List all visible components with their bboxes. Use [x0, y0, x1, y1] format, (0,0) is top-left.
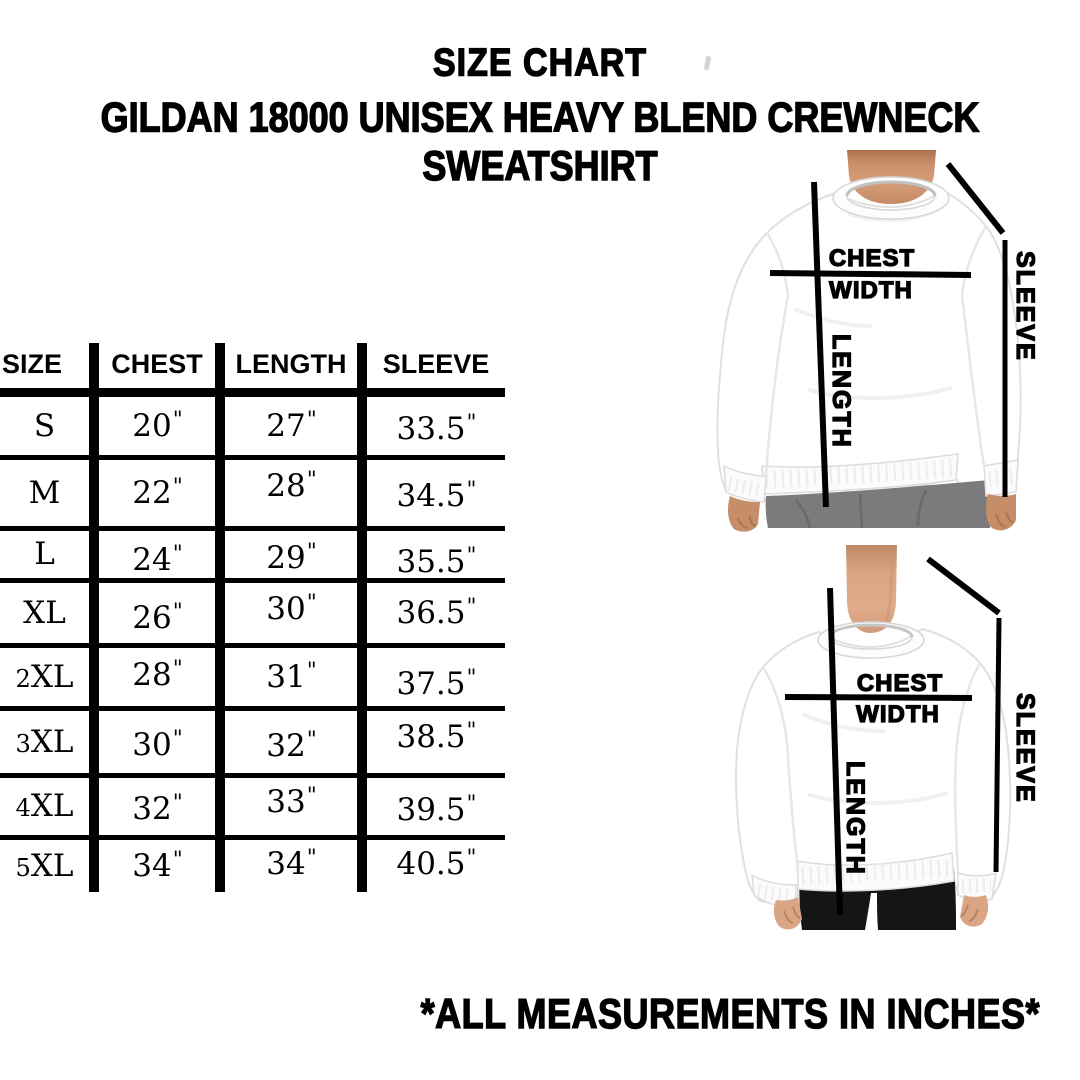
chest-cell: 20": [94, 392, 220, 457]
chest-width-line: [770, 273, 971, 275]
right-cuff: [984, 460, 1018, 496]
length-cell: 27": [220, 392, 362, 457]
sleeve-cell: 37.5": [362, 645, 505, 708]
chest-cell: 30": [94, 708, 220, 775]
column-header-sleeve: SLEEVE: [362, 343, 505, 392]
length-cell: 28": [220, 457, 362, 528]
sweatshirt-body: [717, 191, 1020, 500]
length-cell: 30": [220, 580, 362, 645]
sleeve-line: [996, 618, 999, 872]
column-header-chest: CHEST: [94, 343, 220, 392]
size-table: [0, 343, 505, 892]
table-row: [0, 580, 505, 645]
product-title: GILDAN 18000 UNISEX HEAVY BLEND CREWNECK SWEATSHIRT: [100, 93, 980, 190]
size-cell: S: [0, 392, 94, 457]
chest-cell: 32": [94, 775, 220, 837]
length-cell: 32": [220, 708, 362, 775]
length-cell: 29": [220, 528, 362, 580]
chest-width-line: [785, 697, 972, 698]
chest-cell: 26": [94, 580, 220, 645]
sleeve-cell: 35.5": [362, 528, 505, 580]
table-row: [0, 392, 505, 457]
table-row: [0, 528, 505, 580]
size-cell: M: [0, 457, 94, 528]
chest-cell: 24": [94, 528, 220, 580]
size-cell: XL: [0, 580, 94, 645]
male-model-illustration: [717, 150, 1020, 532]
sleeve-cell: 38.5": [362, 708, 505, 775]
size-table-head-row: [0, 343, 505, 392]
photo-male-model-front: [700, 150, 1080, 535]
column-header-size: SIZE: [0, 343, 94, 392]
page-title: SIZE CHART: [433, 41, 647, 85]
sleeve-cell: 34.5": [362, 457, 505, 528]
right-hand: [960, 895, 988, 927]
chest-label: CHEST: [856, 670, 944, 697]
size-table-body: [0, 392, 505, 892]
table-row: [0, 708, 505, 775]
table-row: [0, 775, 505, 837]
table-row: [0, 645, 505, 708]
table-row: [0, 837, 505, 892]
length-cell: 34": [220, 837, 362, 892]
length-cell: 31": [220, 645, 362, 708]
size-cell: 5XL: [0, 837, 94, 892]
length-label: LENGTH: [827, 334, 855, 449]
table-row: [0, 457, 505, 528]
length-cell: 33": [220, 775, 362, 837]
size-cell: 2XL: [0, 645, 94, 708]
chest-label: CHEST: [828, 245, 916, 272]
sleeve-cell: 40.5": [396, 845, 476, 882]
sleeve-cell: 36.5": [362, 580, 505, 645]
female-model-illustration: [736, 545, 1010, 930]
length-label: LENGTH: [841, 761, 869, 876]
neck: [846, 545, 897, 633]
sleeve-cell: 39.5": [362, 775, 505, 837]
sleeve-cell: 33.5": [362, 392, 505, 457]
column-header-length: LENGTH: [220, 343, 362, 392]
width-label: WIDTH: [856, 701, 940, 728]
photo-female-model-front: [700, 545, 1080, 985]
sleeve-diagonal-line: [928, 559, 999, 613]
size-cell: 3XL: [0, 708, 94, 775]
left-hand: [774, 897, 802, 929]
sleeve-label: SLEEVE: [1011, 693, 1039, 804]
chest-cell: 28": [94, 645, 220, 708]
width-label: WIDTH: [829, 277, 913, 304]
chest-cell: 22": [94, 457, 220, 528]
sleeve-label: SLEEVE: [1011, 251, 1039, 362]
chest-cell: 34": [94, 837, 220, 892]
size-cell: L: [0, 528, 94, 580]
measurements-note: *ALL MEASUREMENTS IN INCHES*: [420, 989, 1040, 1037]
size-cell: 4XL: [0, 775, 94, 837]
right-cuff: [958, 873, 996, 901]
